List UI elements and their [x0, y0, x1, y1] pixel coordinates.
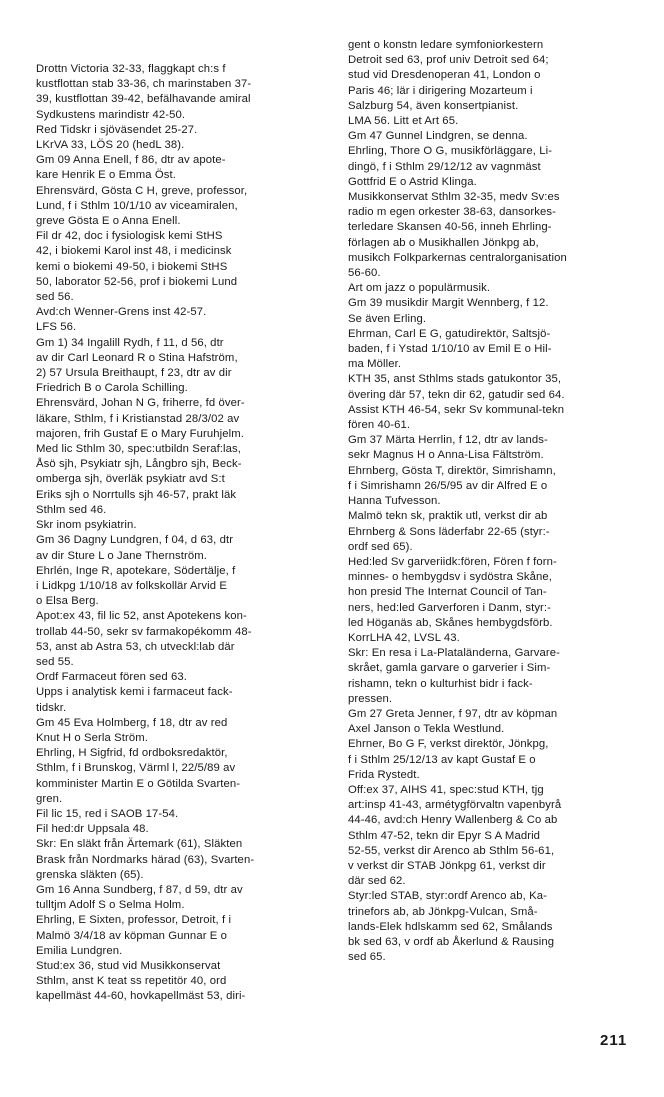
text-line: 50, laborator 52-56, prof i biokemi Lund — [36, 275, 238, 288]
text-line: förlagen ab o Musikhallen Jönkpg ab, — [348, 236, 539, 249]
text-line: gren. — [36, 792, 63, 805]
text-line: Gm 39 musikdir Margit Wennberg, f 12. — [348, 297, 549, 310]
text-line: art:insp 41-43, armétygförvaltn vapenbyrå — [348, 799, 562, 812]
text-line: grenska släkten (65). — [36, 868, 144, 881]
text-line: omberga sjh, överläk psykiatr avd S:t — [36, 473, 225, 486]
text-line: sed 56. — [36, 291, 74, 304]
text-line: sekr Magnus H o Anna-Lisa Fältström. — [348, 449, 544, 462]
text-line: ordf sed 65). — [348, 540, 413, 553]
text-line: Fil hed:dr Uppsala 48. — [36, 823, 149, 836]
text-line: o Elsa Berg. — [36, 595, 99, 608]
text-line: Musikkonservat Sthlm 32-35, medv Sv:es — [348, 191, 560, 204]
text-line: Malmö tekn sk, praktik utl, verkst dir ab — [348, 510, 548, 523]
text-line: Frida Rystedt. — [348, 768, 420, 781]
text-line: dingö, f i Sthlm 29/12/12 av vagnmäst — [348, 160, 541, 173]
text-line: LFS 56. — [36, 321, 77, 334]
text-line: Åsö sjh, Psykiatr sjh, Långbro sjh, Beck- — [36, 458, 242, 471]
text-line: Gottfrid E o Astrid Klinga. — [348, 175, 477, 188]
text-line: majoren, frih Gustaf E o Mary Furuhjelm. — [36, 427, 245, 440]
text-line: komminister Martin E o Götilda Svarten- — [36, 777, 241, 790]
text-line: 44-46, avd:ch Henry Wallenberg & Co ab — [348, 814, 558, 827]
text-line: Fil dr 42, doc i fysiologisk kemi StHS — [36, 230, 223, 243]
text-line: Assist KTH 46-54, sekr Sv kommunal-tekn — [348, 403, 565, 416]
text-line: 53, anst ab Astra 53, ch utveckl:lab där — [36, 640, 235, 653]
text-line: Hanna Tufvesson. — [348, 495, 441, 508]
text-line: 42, i biokemi Karol inst 48, i medicinsk — [36, 245, 232, 258]
text-line: Se även Erling. — [348, 312, 427, 325]
text-line: av dir Sture L o Jane Thernström. — [36, 549, 207, 562]
text-line: 52-55, verkst dir Arenco ab Sthlm 56-61, — [348, 844, 555, 857]
text-line: Gm 45 Eva Holmberg, f 18, dtr av red — [36, 716, 228, 729]
text-line: v verkst dir STAB Jönkpg 61, verkst dir — [348, 859, 546, 872]
text-line: Med lic Sthlm 30, spec:utbildn Seraf:las, — [36, 443, 242, 456]
text-line: Avd:ch Wenner-Grens inst 42-57. — [36, 306, 207, 319]
text-line: bk sed 63, v ordf ab Åkerlund & Rausing — [348, 935, 555, 948]
text-line: Sthlm, anst K teat ss repetitör 40, ord — [36, 975, 227, 988]
text-line: hon presid The Internat Council of Tan- — [348, 586, 547, 599]
text-line: rishamn, tekn o kulturhist bidr i fack- — [348, 677, 533, 690]
text-line: fören 40-61. — [348, 419, 411, 432]
text-line: ners, hed:led Garverforen i Danm, styr:- — [348, 601, 552, 614]
text-line: Lund, f i Sthlm 10/1/10 av viceamiralen, — [36, 199, 238, 212]
text-line: Red Tidskr i sjöväsendet 25-27. — [36, 123, 198, 136]
text-line: Brask från Nordmarks härad (63), Svarten- — [36, 853, 255, 866]
text-line: Stud:ex 36, stud vid Musikkonservat — [36, 959, 221, 972]
text-line: Skr inom psykiatrin. — [36, 519, 137, 532]
text-line: kapellmäst 44-60, hovkapellmäst 53, diri- — [36, 990, 246, 1003]
text-line: stud vid Dresdenoperan 41, London o — [348, 69, 541, 82]
text-line: KorrLHA 42, LVSL 43. — [348, 631, 460, 644]
text-line: kustflottan stab 33-36, ch marinstaben 37- — [36, 78, 252, 91]
text-line: pressen. — [348, 692, 393, 705]
text-line: Ehrling, Thore O G, musikförläggare, Li- — [348, 145, 553, 158]
text-line: baden, f i Ystad 1/10/10 av Emil E o Hil- — [348, 343, 552, 356]
text-line: 2) 57 Ursula Breithaupt, f 23, dtr av dir — [36, 367, 232, 380]
text-line: Ehrling, H Sigfrid, fd ordboksredaktör, — [36, 747, 228, 760]
text-line: i Lidkpg 1/10/18 av folkskollär Arvid E — [36, 579, 228, 592]
text-line: f i Sthlm 25/12/13 av kapt Gustaf E o — [348, 753, 536, 766]
text-line: Gm 27 Greta Jenner, f 97, dtr av köpman — [348, 707, 558, 720]
text-line: terledare Skansen 40-56, inneh Ehrling- — [348, 221, 552, 234]
text-line: Skr: En resa i La-Plataländerna, Garvare- — [348, 647, 560, 660]
text-line: av dir Carl Leonard R o Stina Hafström, — [36, 351, 238, 364]
text-line: Ehrnberg & Sons läderfabr 22-65 (styr:- — [348, 525, 550, 538]
text-line: Hed:led Sv garveriidk:fören, Fören f forn- — [348, 555, 557, 568]
text-line: Apot:ex 43, fil lic 52, anst Apotekens kon- — [36, 610, 247, 623]
text-line: trinefors ab, ab Jönkpg-Vulcan, Små- — [348, 905, 538, 918]
text-line: övering där 57, tekn dir 62, gatudir sed 64. — [348, 388, 565, 401]
text-line: Fil lic 15, red i SAOB 17-54. — [36, 807, 179, 820]
text-line: 39, kustflottan 39-42, befälhavande amiral — [36, 93, 251, 106]
text-line: Knut H o Serla Ström. — [36, 731, 148, 744]
text-line: sed 65. — [348, 951, 386, 964]
text-line: Sthlm, f i Brunskog, Värml l, 22/5/89 av — [36, 762, 236, 775]
text-line: Off:ex 37, AIHS 41, spec:stud KTH, tjg — [348, 783, 544, 796]
text-line: Friedrich B o Carola Schilling. — [36, 382, 188, 395]
text-line: Drottn Victoria 32-33, flaggkapt ch:s f — [36, 63, 226, 75]
text-line: KTH 35, anst Sthlms stads gatukontor 35, — [348, 373, 562, 386]
text-line: Art om jazz o populärmusik. — [348, 282, 491, 295]
text-line: Ehrner, Bo G F, verkst direktör, Jönkpg, — [348, 738, 549, 751]
page-number: 211 — [600, 1032, 628, 1049]
text-line: greve Gösta E o Anna Enell. — [36, 215, 181, 228]
text-line: led Höganäs ab, Skånes hembygdsförb. — [348, 616, 553, 629]
text-line: Gm 09 Anna Enell, f 86, dtr av apote- — [36, 154, 226, 167]
text-line: Ehrensvärd, Johan N G, friherre, fd över- — [36, 397, 245, 410]
text-line: ma Möller. — [348, 358, 402, 371]
left-column — [36, 62, 328, 1005]
text-line: Gm 47 Gunnel Lindgren, se denna. — [348, 130, 528, 143]
text-line: läkare, Sthlm, f i Kristianstad 28/3/02 av — [36, 412, 240, 425]
text-line: f i Simrishamn 26/5/95 av dir Alfred E o — [348, 479, 548, 492]
text-line: Gm 1) 34 Ingalill Rydh, f 11, d 56, dtr — [36, 336, 224, 349]
text-line: Malmö 3/4/18 av köpman Gunnar E o — [36, 929, 228, 942]
text-line: tidskr. — [36, 701, 67, 714]
text-line: lands-Elek hdlskamm sed 62, Smålands — [348, 920, 553, 933]
text-line: tulltjm Adolf S o Selma Holm. — [36, 899, 185, 912]
text-line: trollab 44-50, sekr sv farmakopékomm 48- — [36, 625, 252, 638]
text-line: Emilia Lundgren. — [36, 944, 123, 957]
text-line: Ehrling, E Sixten, professor, Detroit, f i — [36, 914, 232, 927]
text-line: Axel Janson o Tekla Westlund. — [348, 723, 505, 736]
text-line: Sthlm sed 46. — [36, 503, 107, 516]
text-line: Gm 37 Märta Herrlin, f 12, dtr av lands- — [348, 434, 548, 447]
text-line: LMA 56. Litt et Art 65. — [348, 115, 459, 128]
text-line: Ordf Farmaceut fören sed 63. — [36, 671, 187, 684]
text-line: musikch Folkparkernas centralorganisation — [348, 251, 567, 264]
text-line: Ehrman, Carl E G, gatudirektör, Saltsjö- — [348, 327, 551, 340]
text-line: där sed 62. — [348, 875, 406, 888]
text-line: Paris 46; lär i dirigering Mozarteum i — [348, 84, 533, 97]
text-line: Skr: En släkt från Ärtemark (61), Släkten — [36, 838, 243, 851]
text-line: Styr:led STAB, styr:ordf Arenco ab, Ka- — [348, 890, 547, 903]
text-line: kare Henrik E o Emma Öst. — [36, 169, 176, 182]
text-line: Eriks sjh o Norrtulls sjh 46-57, prakt läk — [36, 488, 237, 501]
text-line: 56-60. — [348, 267, 381, 280]
text-line: Ehrnberg, Gösta T, direktör, Simrishamn, — [348, 464, 556, 477]
text-line: Ehrlén, Inge R, apotekare, Södertälje, f — [36, 564, 236, 577]
right-column — [348, 38, 640, 965]
text-line: Upps i analytisk kemi i farmaceut fack- — [36, 686, 233, 699]
text-line: gent o konstn ledare symfoniorkestern — [348, 39, 544, 51]
text-line: Gm 36 Dagny Lundgren, f 04, d 63, dtr — [36, 534, 234, 547]
text-line: radio m egen orkester 38-63, dansorkes- — [348, 206, 556, 219]
text-line: Detroit sed 63, prof univ Detroit sed 64; — [348, 54, 549, 67]
text-line: Sthlm 47-52, tekn dir Epyr S A Madrid — [348, 829, 541, 842]
text-line: minnes- o hembygdsv i sydöstra Skåne, — [348, 571, 552, 584]
text-line: skrået, gamla garvare o garverier i Sim- — [348, 662, 551, 675]
text-line: Sydkustens marindistr 42-50. — [36, 108, 186, 121]
text-line: Gm 16 Anna Sundberg, f 87, d 59, dtr av — [36, 883, 243, 896]
text-line: kemi o biokemi 49-50, i biokemi StHS — [36, 260, 228, 273]
text-line: Salzburg 54, även konsertpianist. — [348, 99, 519, 112]
text-line: sed 55. — [36, 655, 74, 668]
text-line: LKrVA 33, LÖS 20 (hedL 38). — [36, 139, 185, 152]
text-line: Ehrensvärd, Gösta C H, greve, professor, — [36, 184, 248, 197]
